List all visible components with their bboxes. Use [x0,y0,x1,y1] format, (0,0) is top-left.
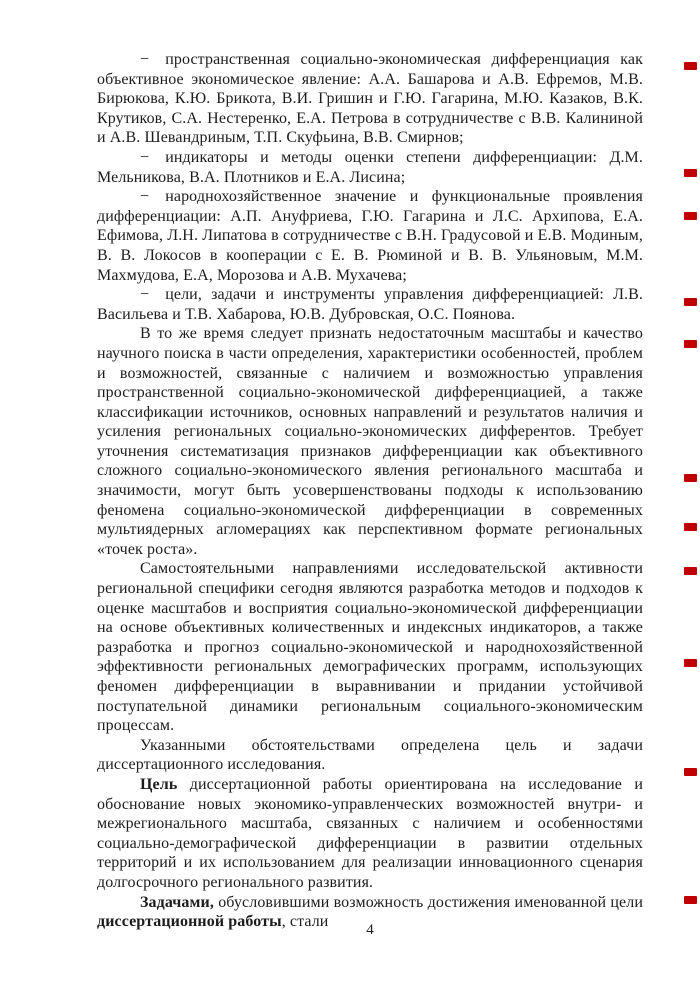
text-run: , стали [281,913,329,931]
list-paragraph [97,148,643,187]
bold-text-run: диссертационной работы [97,913,282,931]
review-marker-icon [684,212,697,220]
bold-text-run: Задачами, [140,893,214,911]
text-run: − цели, задачи и инструменты управления дифференциацией: Л.В. Васильева и Т.В. Хабарова, Ю.В. Дубровская, О.С. Поянова. [97,286,643,323]
list-paragraph [97,187,643,285]
review-marker-icon [684,896,697,904]
review-marker-icon [684,474,697,482]
review-marker-icon [684,340,697,348]
review-marker-icon [684,169,697,177]
paragraph [97,559,643,735]
paragraph [97,324,643,559]
review-marker-icon [684,298,697,306]
text-run: В то же время следует признать недостаточным масштабы и качество научного поиска в части определения, характеристики особенностей, проблем и возможностей, связанные с наличием и возможностью управления пространственной социально-экономической дифференциацией, а также классификации источников, основных направлений и результатов наличия и усиления региональных социально-экономических дифферентов. Требует уточнения систематизация признаков дифференциации как объективного сложного социально-экономического явления регионального масштаба и значимости, могут быть усовершенствованы подходы к использованию феномена социально-экономической дифференциации в современных мультиядерных агломерациях как перспективном формате региональных «точек роста». [97,325,643,558]
bold-text-run: Цель [140,775,178,793]
text-run: обусловившими возможность достижения именованной цели [213,893,643,911]
review-marker-icon [684,523,697,531]
document-body [97,50,643,932]
review-marker-icon [684,659,697,667]
review-marker-icon [684,768,697,776]
text-run: Указанными обстоятельствами определена цель и задачи диссертационного исследования. [97,736,643,774]
page-number: 4 [366,922,374,938]
text-run: Самостоятельными направлениями исследовательской активности региональной специфики сегодня являются разработка методов и подходов к оценке масштабов и восприятия социально-экономической дифференциации на основе объективных количественных и индексных индикаторов, а также разработка и прогноз социально-экономической и народнохозяйственной эффективности региональных демографических программ, использующих феномен дифференциации в выравнивании и придании устойчивой поступательной динамики региональным социального-экономическим процессам. [97,560,643,735]
paragraph [97,736,643,775]
text-run: − народнохозяйственное значение и функциональные проявления дифференциации: А.П. Ануфриева, Г.Ю. Гагарина и Л.С. Архипова, Е.А. Ефимова, Л.Н. Липатова в сотрудничестве с В.Н. Градусовой и Е.В. Модиным, В. В. Локосов в кооперации с Е. В. Рюминой и В. В. Ульяновым, М.М. Махмудова, Е.А, Морозова и А.В. Мухачева; [97,188,643,284]
review-marker-icon [684,62,697,70]
list-paragraph [97,285,643,324]
text-run: − пространственная социально-экономическая дифференциация как объективное экономическое явление: А.А. Башарова и А.В. Ефремов, М.В. Бирюкова, К.Ю. Брикота, В.И. Гришин и Г.Ю. Гагарина, М.Ю. Казаков, В.К. Крутиков, С.А. Нестеренко, Е.А. Петрова в сотрудничестве с В.В. Калининой и А.В. Шевандриным, Т.П. Скуфьина, В.В. Смирнов; [97,51,643,147]
text-run: диссертационной работы ориентирована на исследование и обоснование новых экономико-управленческих возможностей внутри- и межрегионального масштаба, связанных с наличием и особенностями социально-демографической дифференциации в развитии отдельных территорий и их использованием для реализации инновационного сценария долгосрочного регионального развития. [97,775,643,891]
paragraph [97,775,643,893]
list-paragraph [97,50,643,148]
review-marker-icon [684,567,697,575]
text-run: − индикаторы и методы оценки степени дифференциации: Д.М. Мельникова, В.А. Плотников и Е.А. Лисина; [97,148,643,186]
